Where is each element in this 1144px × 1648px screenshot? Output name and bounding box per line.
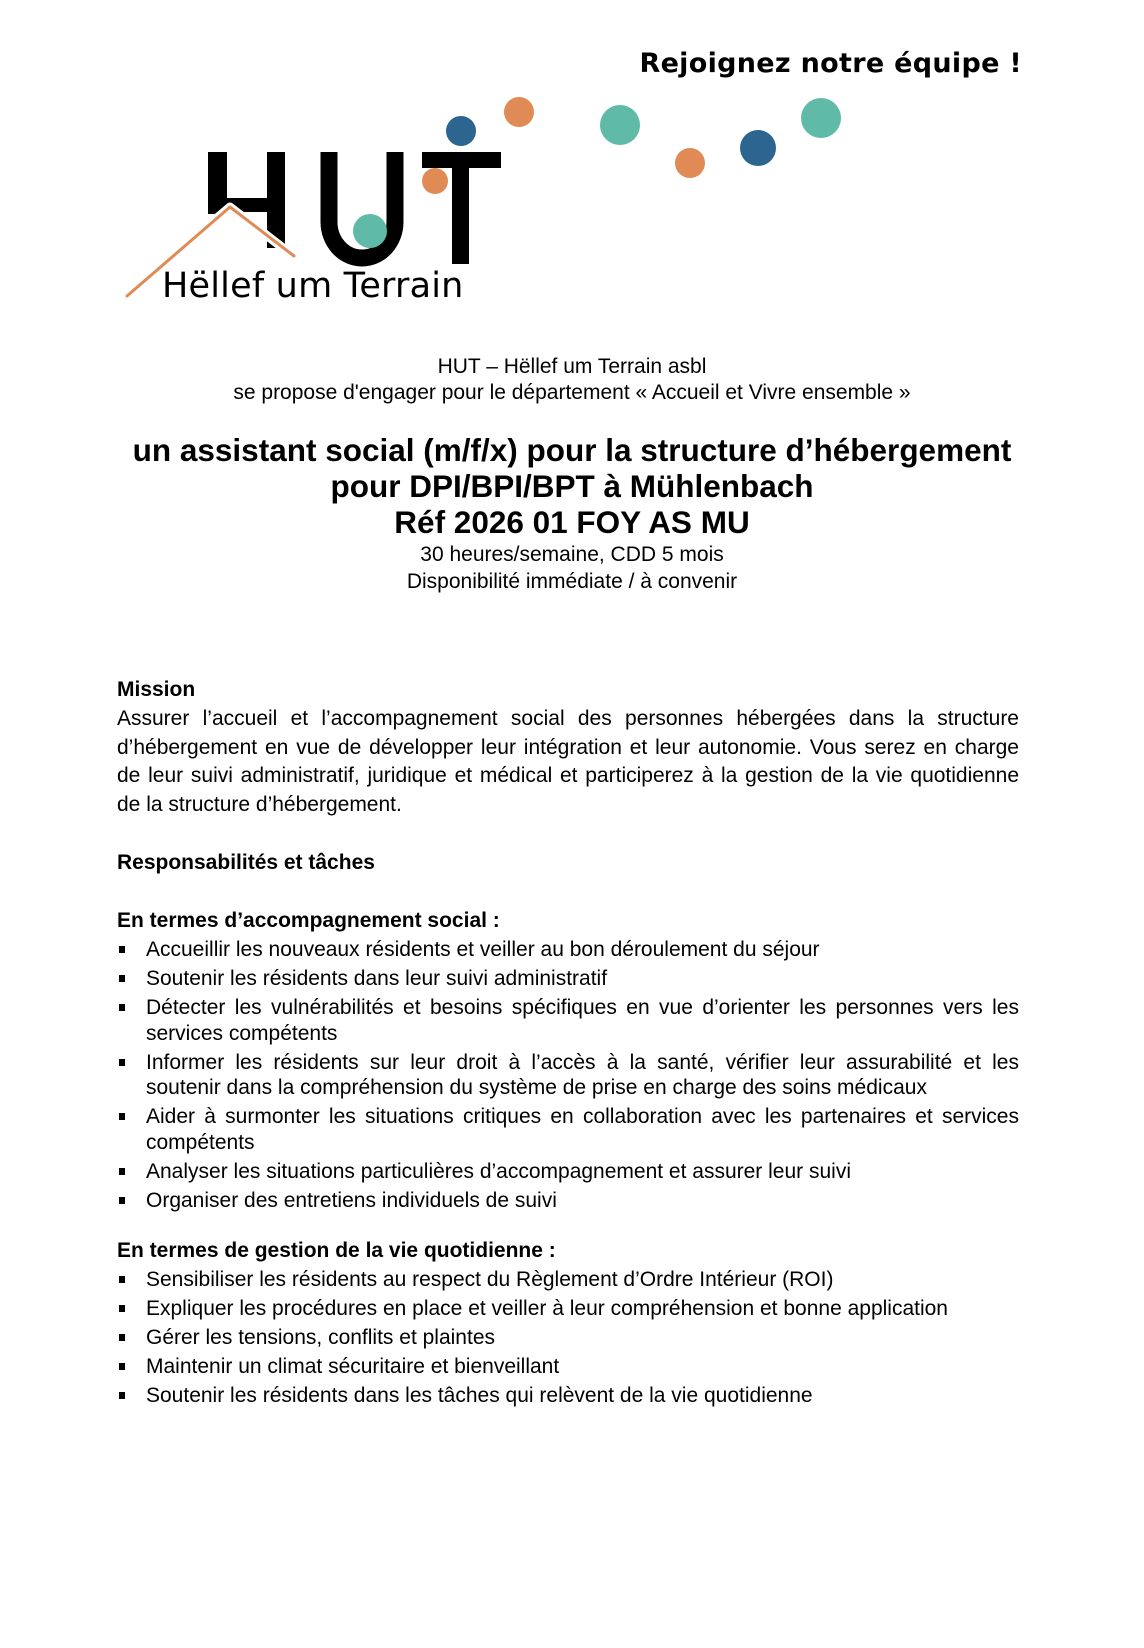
list-item: [117, 1188, 1019, 1214]
list-item: [117, 1267, 1019, 1293]
daily-life-list: [117, 1267, 1019, 1409]
square-bullet-icon: [119, 1168, 125, 1175]
list-item-text: Sensibiliser les résidents au respect du Règlement d’Ordre Intérieur (ROI): [146, 1268, 834, 1291]
list-item-text: Informer les résidents sur leur droit à l’accès à la santé, vérifier leur assurabilité et les soutenir dans la compréhension du système de prise en charge des soins médicaux: [146, 1050, 1019, 1099]
social-support-heading: En termes d’accompagnement social :: [117, 909, 500, 932]
list-item: [117, 1104, 1019, 1155]
list-item: [117, 1325, 1019, 1351]
list-item: [117, 966, 1019, 992]
list-item-text: Maintenir un climat sécuritaire et bienveillant: [146, 1355, 560, 1378]
job-availability: Disponibilité immédiate / à convenir: [406, 570, 738, 593]
job-title-line-1: un assistant social (m/f/x) pour la structure d’hébergement: [132, 432, 1012, 468]
logo-letter-h: [208, 152, 285, 248]
logo-dot-teal-2: [801, 98, 841, 138]
list-item-text: Aider à surmonter les situations critiques en collaboration avec les partenaires et services compétents: [146, 1105, 1019, 1154]
list-item: [117, 1296, 1019, 1322]
square-bullet-icon: [119, 1334, 125, 1341]
organisation-name: HUT – Hëllef um Terrain asbl: [437, 355, 707, 378]
job-reference: Réf 2026 01 FOY AS MU: [394, 504, 750, 540]
social-support-list: [117, 937, 1019, 1213]
logo-dot-blue-1: [446, 116, 476, 146]
job-description: [117, 676, 1019, 1412]
daily-life-heading: En termes de gestion de la vie quotidienne :: [117, 1239, 556, 1262]
list-item: [117, 1159, 1019, 1185]
list-item-text: Gérer les tensions, conflits et plaintes: [146, 1326, 496, 1349]
square-bullet-icon: [119, 1004, 125, 1011]
list-item-text: Organiser des entretiens individuels de suivi: [146, 1188, 557, 1212]
recruitment-tagline: Rejoignez notre équipe !: [639, 48, 1022, 79]
logo-dot-blue-2: [740, 130, 776, 166]
list-item: [117, 1354, 1019, 1380]
logo-dot-teal-1: [600, 105, 640, 145]
job-hours-contract: 30 heures/semaine, CDD 5 mois: [420, 543, 724, 566]
logo-dot-teal-u: [353, 214, 387, 248]
square-bullet-icon: [119, 975, 125, 982]
department-line: se propose d'engager pour le département « Accueil et Vivre ensemble »: [233, 381, 911, 404]
square-bullet-icon: [119, 1113, 125, 1120]
logo-dot-orange-t: [422, 168, 448, 194]
logo-dot-orange-2: [675, 148, 705, 178]
logo-dot-orange-1: [504, 97, 534, 127]
responsibilities-heading: Responsabilités et tâches: [117, 851, 375, 874]
mission-text: Assurer l’accueil et l’accompagnement social des personnes hébergées dans la structure d’hébergement en vue de développer leur intégration et leur autonomie. Vous serez en charge de leur suivi administratif, juridique et médical et participerez à la gestion de la vie quotidienne de la structure d’hébergement.: [117, 707, 1019, 816]
square-bullet-icon: [119, 1059, 125, 1066]
list-item-text: Détecter les vulnérabilités et besoins spécifiques en vue d’orienter les personnes vers les services compétents: [146, 996, 1019, 1045]
list-item: [117, 937, 1019, 963]
job-title-line-2: pour DPI/BPI/BPT à Mühlenbach: [330, 468, 814, 504]
list-item-text: Expliquer les procédures en place et veiller à leur compréhension et bonne application: [146, 1297, 948, 1320]
list-item: [117, 1383, 1019, 1409]
list-item-text: Accueillir les nouveaux résidents et veiller au bon déroulement du séjour: [146, 938, 820, 961]
square-bullet-icon: [119, 946, 125, 953]
mission-heading: Mission: [117, 678, 196, 701]
list-item-text: Soutenir les résidents dans leur suivi administratif: [146, 967, 608, 990]
square-bullet-icon: [119, 1305, 125, 1312]
list-item-text: Soutenir les résidents dans les tâches qui relèvent de la vie quotidienne: [146, 1384, 813, 1407]
square-bullet-icon: [119, 1363, 125, 1370]
square-bullet-icon: [119, 1276, 125, 1283]
list-item: [117, 995, 1019, 1046]
logo-subtitle: Hëllef um Terrain: [162, 266, 464, 306]
square-bullet-icon: [119, 1392, 125, 1399]
square-bullet-icon: [119, 1197, 125, 1204]
list-item: [117, 1050, 1019, 1101]
list-item-text: Analyser les situations particulières d’accompagnement et assurer leur suivi: [146, 1159, 851, 1183]
